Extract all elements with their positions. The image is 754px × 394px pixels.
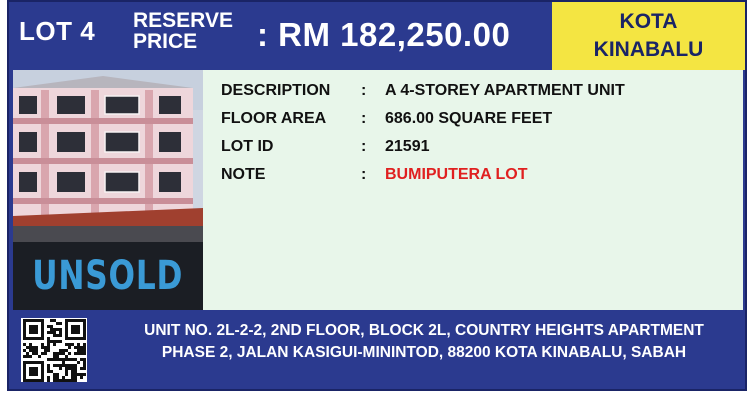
location-label: KOTA KINABALU	[593, 10, 704, 61]
reserve-label-line1: RESERVE	[133, 9, 233, 32]
detail-value: 686.00 SQUARE FEET	[385, 110, 553, 127]
detail-separator: :	[361, 82, 367, 99]
lot-header	[9, 2, 745, 70]
detail-value: A 4-STOREY APARTMENT UNIT	[385, 82, 625, 99]
property-address: UNIT NO. 2L-2-2, 2ND FLOOR, BLOCK 2L, COUNTRY HEIGHTS APARTMENT PHASE 2, JALAN KASIGUI-MININTOD, 88200 KOTA KINABALU, SABAH	[144, 322, 704, 361]
detail-floor-area	[221, 110, 552, 132]
address-footer	[9, 310, 745, 389]
detail-separator: :	[361, 166, 367, 183]
detail-separator: :	[361, 110, 367, 127]
auction-lot-card	[7, 0, 747, 391]
apartment-building-photo	[13, 70, 203, 242]
lot-number: LOT 4	[19, 16, 96, 46]
unsold-overlay	[13, 242, 203, 310]
property-photo	[13, 70, 203, 310]
detail-key: FLOOR AREA	[221, 110, 327, 127]
detail-key: NOTE	[221, 166, 266, 183]
reserve-label-line2: PRICE	[133, 30, 198, 53]
detail-key: LOT ID	[221, 138, 274, 155]
detail-note	[221, 166, 528, 188]
unsold-status: UNSOLD	[32, 253, 184, 299]
qr-code-icon[interactable]	[21, 318, 87, 382]
details-panel	[203, 70, 743, 310]
detail-description	[221, 82, 625, 104]
detail-separator: :	[361, 138, 367, 155]
reserve-price-label	[133, 10, 233, 52]
detail-value: 21591	[385, 138, 430, 155]
reserve-price-value: : RM 182,250.00	[257, 16, 511, 53]
location-badge	[552, 2, 745, 70]
detail-key: DESCRIPTION	[221, 82, 331, 99]
detail-value-note: BUMIPUTERA LOT	[385, 166, 528, 183]
detail-lot-id	[221, 138, 430, 160]
